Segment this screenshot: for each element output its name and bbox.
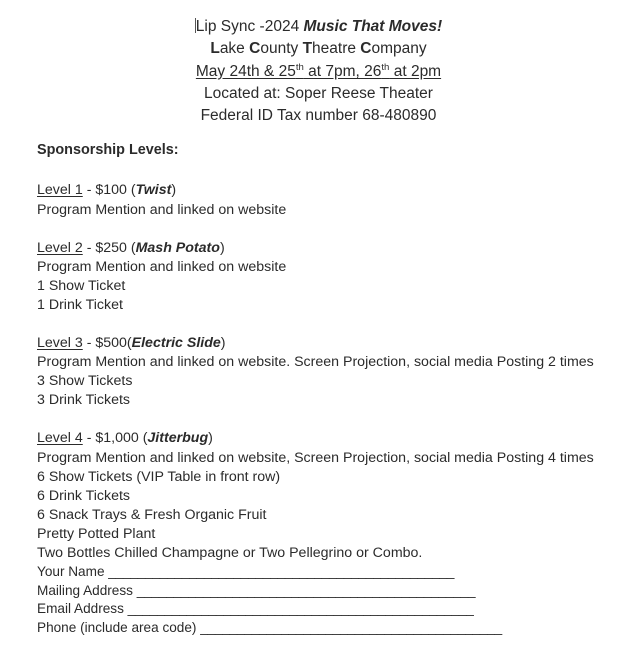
header-title-line: [0, 16, 637, 38]
level-2-price-suffix: ): [219, 239, 225, 256]
level-block-3: [37, 334, 627, 410]
level-4-benefit: Pretty Potted Plant: [37, 525, 156, 542]
form-rule-phone: _________________________________________: [200, 619, 503, 635]
level-4-price-prefix: - $1,000 (: [82, 430, 148, 447]
level-2-label: Level 2: [37, 239, 83, 256]
sponsorship-levels-heading: Sponsorship Levels:: [37, 142, 179, 159]
company-cap-t: T: [302, 40, 313, 58]
form-label-mailing-address: Mailing Address: [37, 582, 137, 598]
company-text-ompany: ompany: [371, 40, 427, 58]
document-header: [0, 0, 637, 127]
level-1-price-prefix: - $100 (: [82, 182, 136, 199]
spacer-after-level-2: [37, 315, 627, 334]
form-label-email-address: Email Address: [37, 601, 128, 617]
dates-part3: at 2pm: [389, 62, 442, 80]
form-label-your-name: Your Name: [37, 564, 109, 580]
company-cap-l: L: [210, 40, 220, 58]
company-text-ake: ake: [219, 40, 250, 58]
level-3-benefit: 3 Drink Tickets: [37, 392, 131, 409]
spacer-after-level-1: [37, 220, 627, 239]
level-block-2: [37, 239, 627, 315]
level-4-nickname: Jitterbug: [147, 430, 209, 447]
dates-part1: May 24th & 25: [195, 62, 296, 80]
level-1-heading: [37, 181, 627, 200]
level-2-benefit: 1 Drink Ticket: [37, 296, 123, 313]
header-company-line: [0, 38, 637, 60]
level-3-benefit: 3 Show Tickets: [37, 373, 133, 390]
header-dates-line: [0, 61, 637, 83]
form-rule-your-name: _______________________________________________: [108, 564, 455, 580]
header-title-plain: Lip Sync -2024: [195, 18, 304, 35]
dates-underlined-run: [196, 63, 441, 80]
level-3-heading: [37, 334, 627, 353]
company-text-heatre: heatre: [312, 40, 361, 58]
dates-superscript-1: th: [295, 61, 304, 73]
level-3-nickname: Electric Slide: [131, 335, 221, 352]
form-fields: [37, 563, 627, 637]
level-4-benefit: Two Bottles Chilled Champagne or Two Pellegrino or Combo.: [37, 544, 423, 561]
level-block-4: [37, 429, 627, 563]
form-field-phone[interactable]: [37, 619, 627, 638]
level-4-benefit: 6 Snack Trays & Fresh Organic Fruit: [37, 506, 267, 523]
spacer-after-heading: [37, 160, 627, 181]
level-1-nickname: Twist: [135, 182, 172, 199]
level-4-benefit: Program Mention and linked on website, Screen Projection, social media Posting 4 times: [37, 449, 594, 466]
level-2-benefit: 1 Show Ticket: [37, 277, 126, 294]
dates-part2: at 7pm, 26: [303, 62, 382, 80]
company-cap-c2: C: [360, 40, 372, 58]
level-4-benefit: 6 Show Tickets (VIP Table in front row): [37, 468, 281, 485]
form-rule-mailing-address: ______________________________________________: [136, 582, 476, 598]
level-4-label: Level 4: [37, 430, 83, 447]
company-text-ounty: ounty: [260, 40, 303, 58]
header-title-emphasis: Music That Moves!: [303, 18, 443, 35]
form-field-your-name[interactable]: [37, 563, 627, 582]
form-field-mailing-address[interactable]: [37, 582, 627, 601]
level-3-label: Level 3: [37, 335, 83, 352]
form-rule-email-address: _______________________________________________: [127, 601, 474, 617]
form-label-phone: Phone (include area code): [37, 619, 201, 635]
level-block-1: [37, 181, 627, 219]
level-2-benefit: Program Mention and linked on website: [37, 258, 287, 275]
header-taxid-line: Federal ID Tax number 68-480890: [200, 107, 437, 125]
level-1-benefit: Program Mention and linked on website: [37, 201, 287, 218]
level-1-price-suffix: ): [171, 182, 177, 199]
level-2-heading: [37, 239, 627, 258]
level-2-nickname: Mash Potato: [135, 239, 220, 256]
level-4-heading: [37, 429, 627, 448]
dates-superscript-2: th: [381, 61, 390, 73]
header-venue-line: Located at: Soper Reese Theater: [204, 84, 433, 102]
level-3-price-suffix: ): [220, 335, 226, 352]
level-4-benefit: 6 Drink Tickets: [37, 487, 131, 504]
company-cap-c1: C: [249, 40, 261, 58]
level-4-price-suffix: ): [208, 430, 213, 447]
level-3-benefit: Program Mention and linked on website. Screen Projection, social media Posting 2 times: [37, 354, 594, 371]
spacer-after-level-3: [37, 410, 627, 429]
level-1-label: Level 1: [37, 182, 83, 199]
level-3-price-prefix: - $500(: [82, 335, 132, 352]
document-body: [0, 140, 637, 637]
level-2-price-prefix: - $250 (: [82, 239, 136, 256]
form-field-email-address[interactable]: [37, 600, 627, 619]
